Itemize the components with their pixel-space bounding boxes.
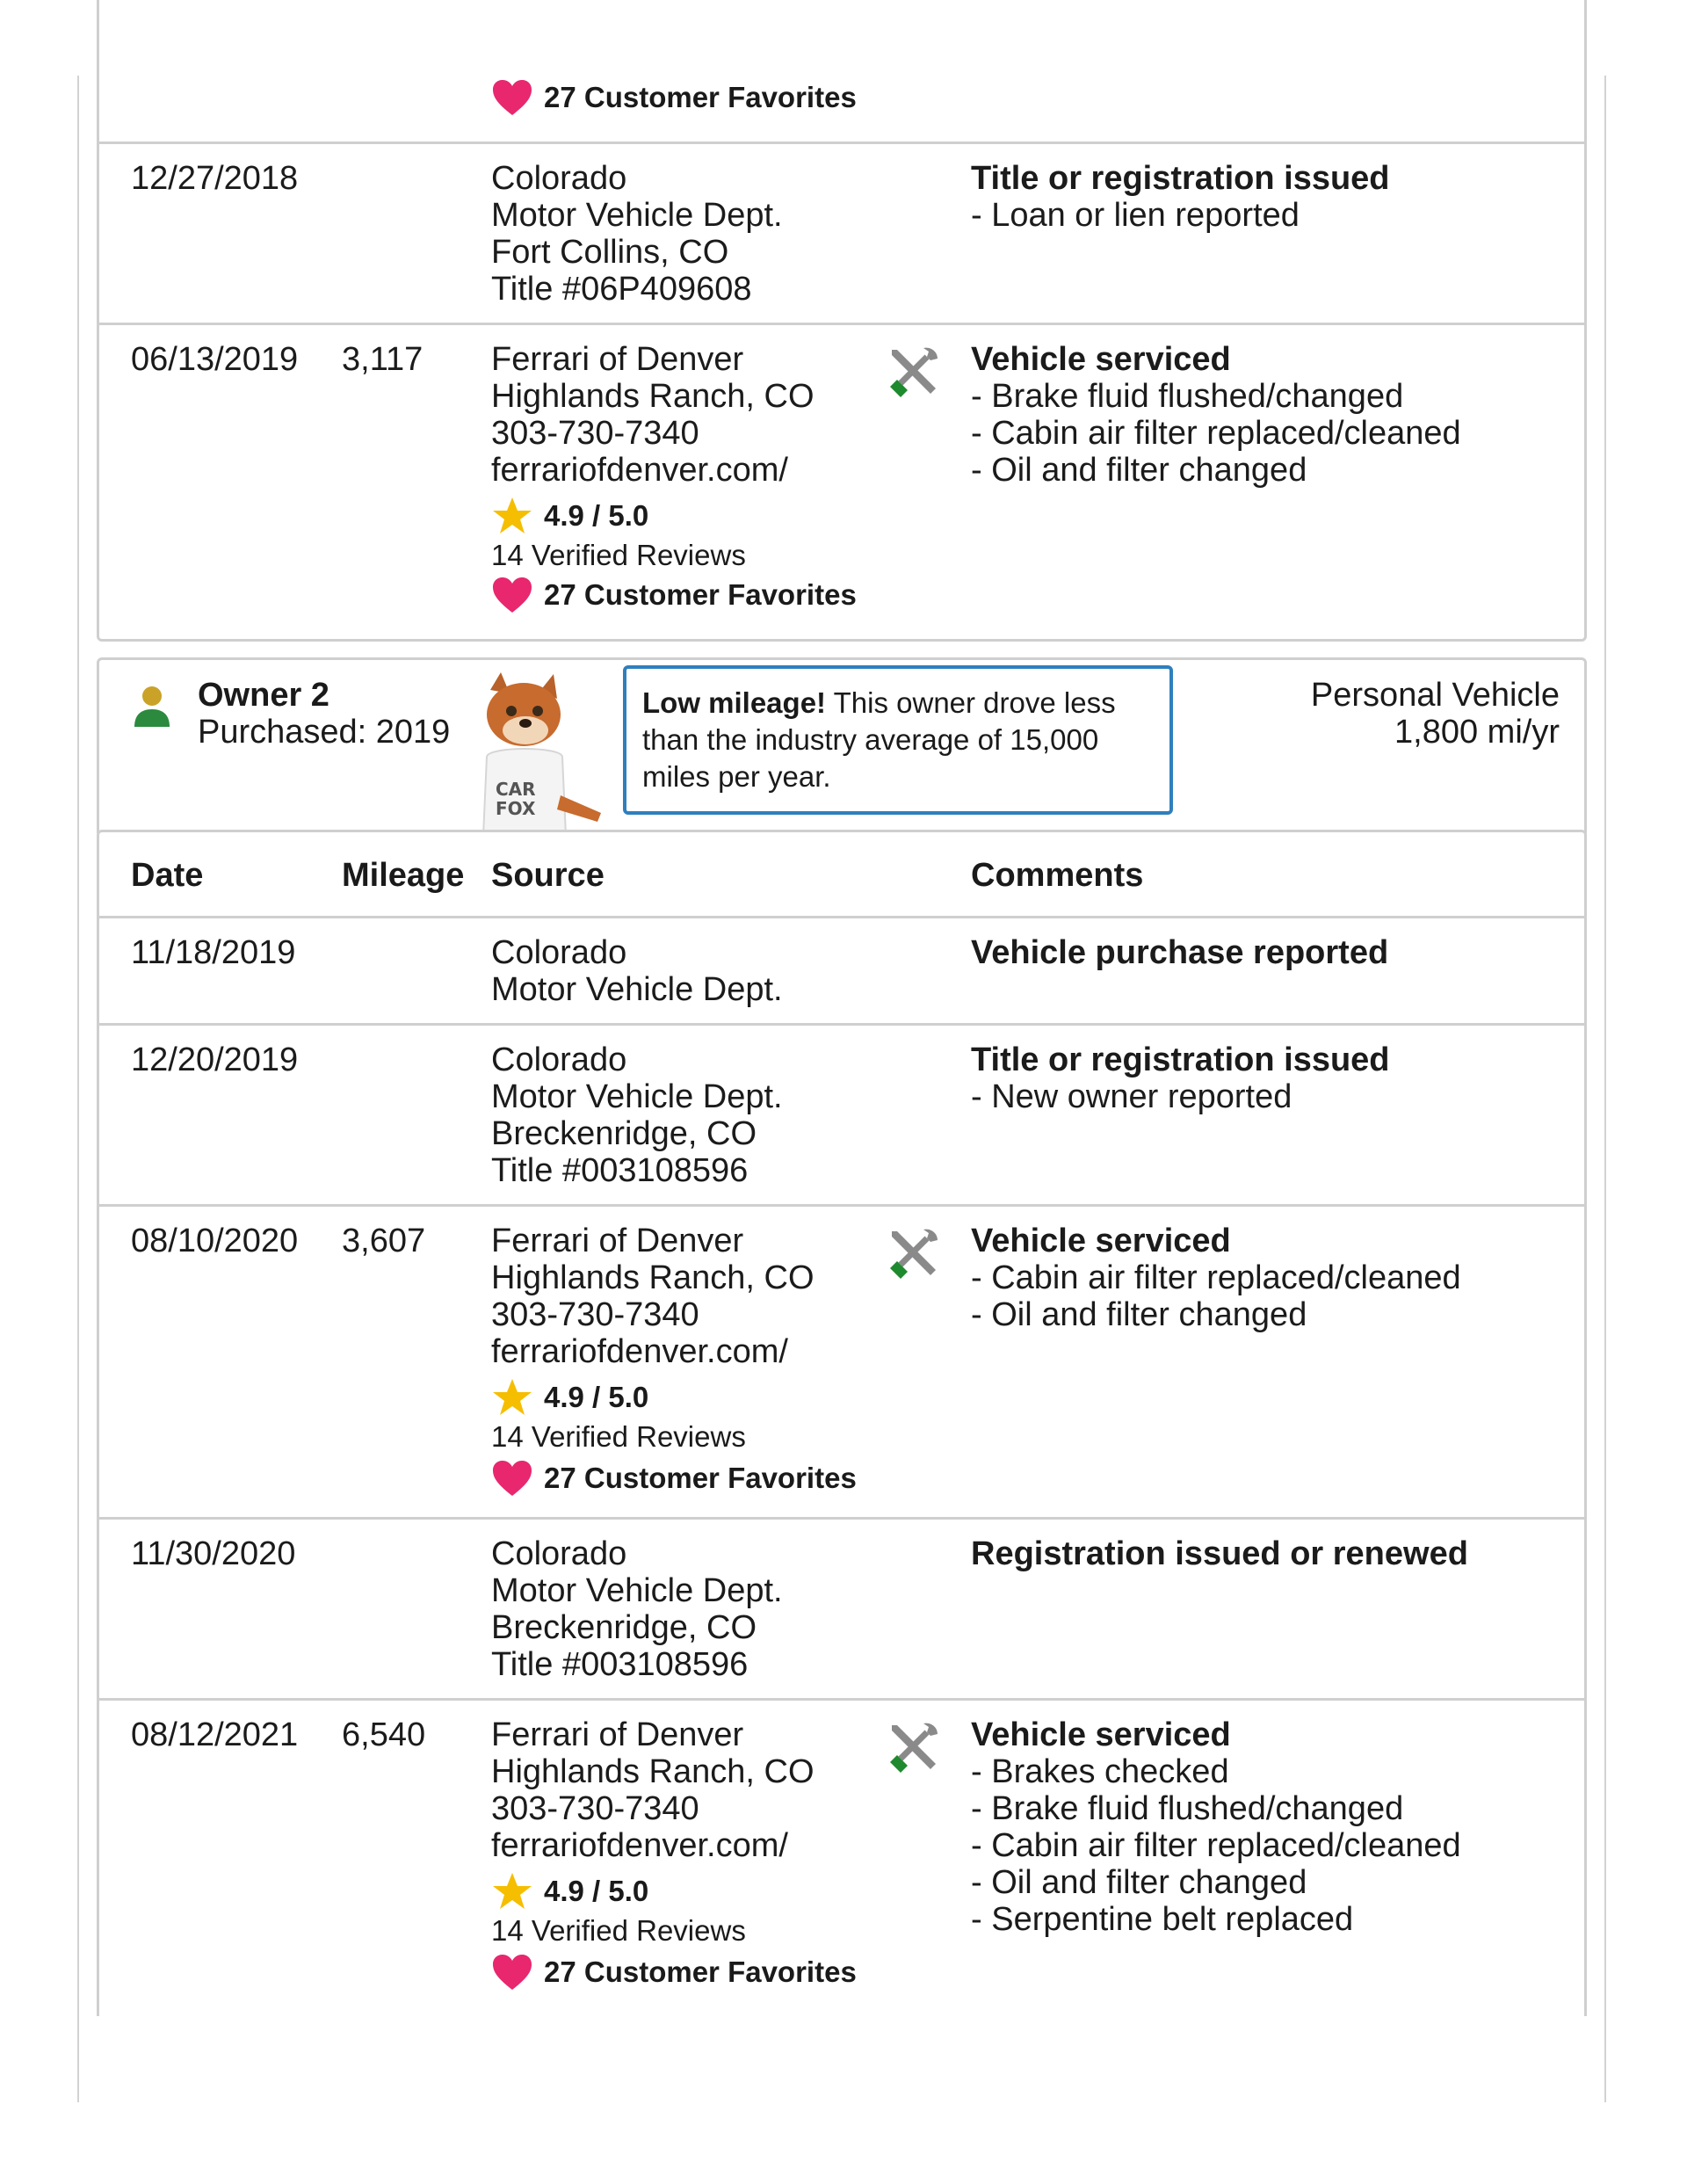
page-edge-left <box>77 76 79 2102</box>
favorites-line <box>491 1952 865 1992</box>
record-date: 08/12/2021 <box>131 1716 299 1753</box>
usage-type: Personal Vehicle <box>1310 677 1560 714</box>
table-row-carryover <box>99 0 1584 144</box>
record-comments: Title or registration issued - Loan or lien reported <box>971 160 1390 234</box>
favorites-text: 27 Customer Favorites <box>544 578 857 611</box>
record-source: Colorado Motor Vehicle Dept. Breckenridge, CO Title #003108596 <box>491 1041 783 1189</box>
reviews-link[interactable]: 14 Verified Reviews <box>491 1420 746 1453</box>
record-date: 11/18/2019 <box>131 934 296 971</box>
comment-title: Title or registration issued <box>971 160 1390 197</box>
table-row <box>99 1701 1584 2019</box>
record-comments <box>971 934 1388 971</box>
owner-1-history-table <box>97 0 1587 642</box>
favorites-line <box>491 575 865 615</box>
record-mileage: 3,607 <box>342 1223 426 1259</box>
heart-icon <box>491 77 535 118</box>
page-edge-right <box>1604 76 1606 2102</box>
owner-purchased: Purchased: 2019 <box>198 714 451 751</box>
person-icon <box>133 685 171 729</box>
table-row <box>99 918 1584 1026</box>
record-comments: Title or registration issued - New owner reported <box>971 1041 1390 1115</box>
comment-title: Vehicle serviced <box>971 1716 1231 1753</box>
table-row <box>99 1026 1584 1207</box>
wrench-screwdriver-icon <box>885 1720 941 1776</box>
callout-bold: Low mileage! <box>642 686 827 719</box>
table-row <box>99 1520 1584 1701</box>
rating-value: 4.9 / 5.0 <box>544 499 649 532</box>
record-comments: Vehicle serviced - Brakes checked - Brake fluid flushed/changed - Cabin air filter replaced/cleaned - Oil and filter changed - Serpentine belt replaced <box>971 1716 1461 1938</box>
table-row <box>99 144 1584 325</box>
favorites-line <box>491 77 865 118</box>
record-comments: Vehicle serviced - Brake fluid flushed/changed - Cabin air filter replaced/cleaned - Oil and filter changed <box>971 341 1461 489</box>
record-source: Ferrari of Denver Highlands Ranch, CO 303-730-7340 ferrariofdenver.com/ <box>491 341 815 489</box>
record-source: Colorado Motor Vehicle Dept. Fort Collins, CO Title #06P409608 <box>491 160 783 308</box>
record-date: 12/27/2018 <box>131 160 299 197</box>
record-date: 08/10/2020 <box>131 1223 299 1259</box>
usage-rate: 1,800 mi/yr <box>1394 714 1560 751</box>
record-comments <box>971 1535 1468 1572</box>
comment-title: Vehicle serviced <box>971 1223 1231 1259</box>
record-date: 06/13/2019 <box>131 341 299 378</box>
reviews-link[interactable]: 14 Verified Reviews <box>491 539 746 571</box>
reviews-link[interactable]: 14 Verified Reviews <box>491 1914 746 1947</box>
record-mileage: 3,117 <box>342 341 424 378</box>
table-row <box>99 1207 1584 1520</box>
table-row <box>99 325 1584 642</box>
owner-2-history-table <box>97 830 1587 2016</box>
heart-icon <box>491 1952 535 1992</box>
record-date: 12/20/2019 <box>131 1041 299 1078</box>
record-comments: Vehicle serviced - Cabin air filter replaced/cleaned - Oil and filter changed <box>971 1223 1461 1333</box>
record-mileage: 6,540 <box>342 1716 426 1753</box>
owner-title: Owner 2 <box>198 677 329 714</box>
star-icon <box>491 496 535 536</box>
column-header-mileage: Mileage <box>342 857 465 894</box>
table-header-row <box>99 832 1584 918</box>
favorites-line <box>491 1458 865 1498</box>
star-icon <box>491 1377 535 1418</box>
heart-icon <box>491 575 535 615</box>
record-source: Ferrari of Denver Highlands Ranch, CO 303-730-7340 ferrariofdenver.com/ <box>491 1716 815 1864</box>
favorites-text: 27 Customer Favorites <box>544 81 857 113</box>
comment-title: Vehicle serviced <box>971 341 1231 378</box>
column-header-comments: Comments <box>971 857 1144 894</box>
column-header-date: Date <box>131 857 204 894</box>
heart-icon <box>491 1458 535 1498</box>
mascot-shirt-text: CAR <box>496 779 536 800</box>
record-source: Colorado Motor Vehicle Dept. Breckenridge, CO Title #003108596 <box>491 1535 783 1683</box>
comment-title: Vehicle purchase reported <box>971 934 1389 971</box>
comment-title: Registration issued or renewed <box>971 1535 1468 1572</box>
comment-title: Title or registration issued <box>971 1041 1390 1078</box>
carfox-mascot <box>455 672 613 836</box>
rating-line <box>491 1377 657 1418</box>
star-icon <box>491 1871 535 1912</box>
callout-text: This owner drove less than the industry average of 15,000 miles per year. <box>642 686 1116 793</box>
favorites-text: 27 Customer Favorites <box>544 1462 857 1494</box>
rating-value: 4.9 / 5.0 <box>544 1381 649 1413</box>
favorites-text: 27 Customer Favorites <box>544 1955 857 1988</box>
record-source: Ferrari of Denver Highlands Ranch, CO 303-730-7340 ferrariofdenver.com/ <box>491 1223 815 1370</box>
rating-line <box>491 496 657 536</box>
wrench-screwdriver-icon <box>885 1226 941 1282</box>
record-date: 11/30/2020 <box>131 1535 296 1572</box>
column-header-source: Source <box>491 857 605 894</box>
wrench-screwdriver-icon <box>885 345 941 401</box>
rating-value: 4.9 / 5.0 <box>544 1875 649 1907</box>
owner-header <box>97 657 1587 833</box>
low-mileage-callout <box>623 665 1173 815</box>
rating-line <box>491 1871 657 1912</box>
svg-text:FOX: FOX <box>496 798 536 819</box>
record-source: Colorado Motor Vehicle Dept. <box>491 934 783 1008</box>
